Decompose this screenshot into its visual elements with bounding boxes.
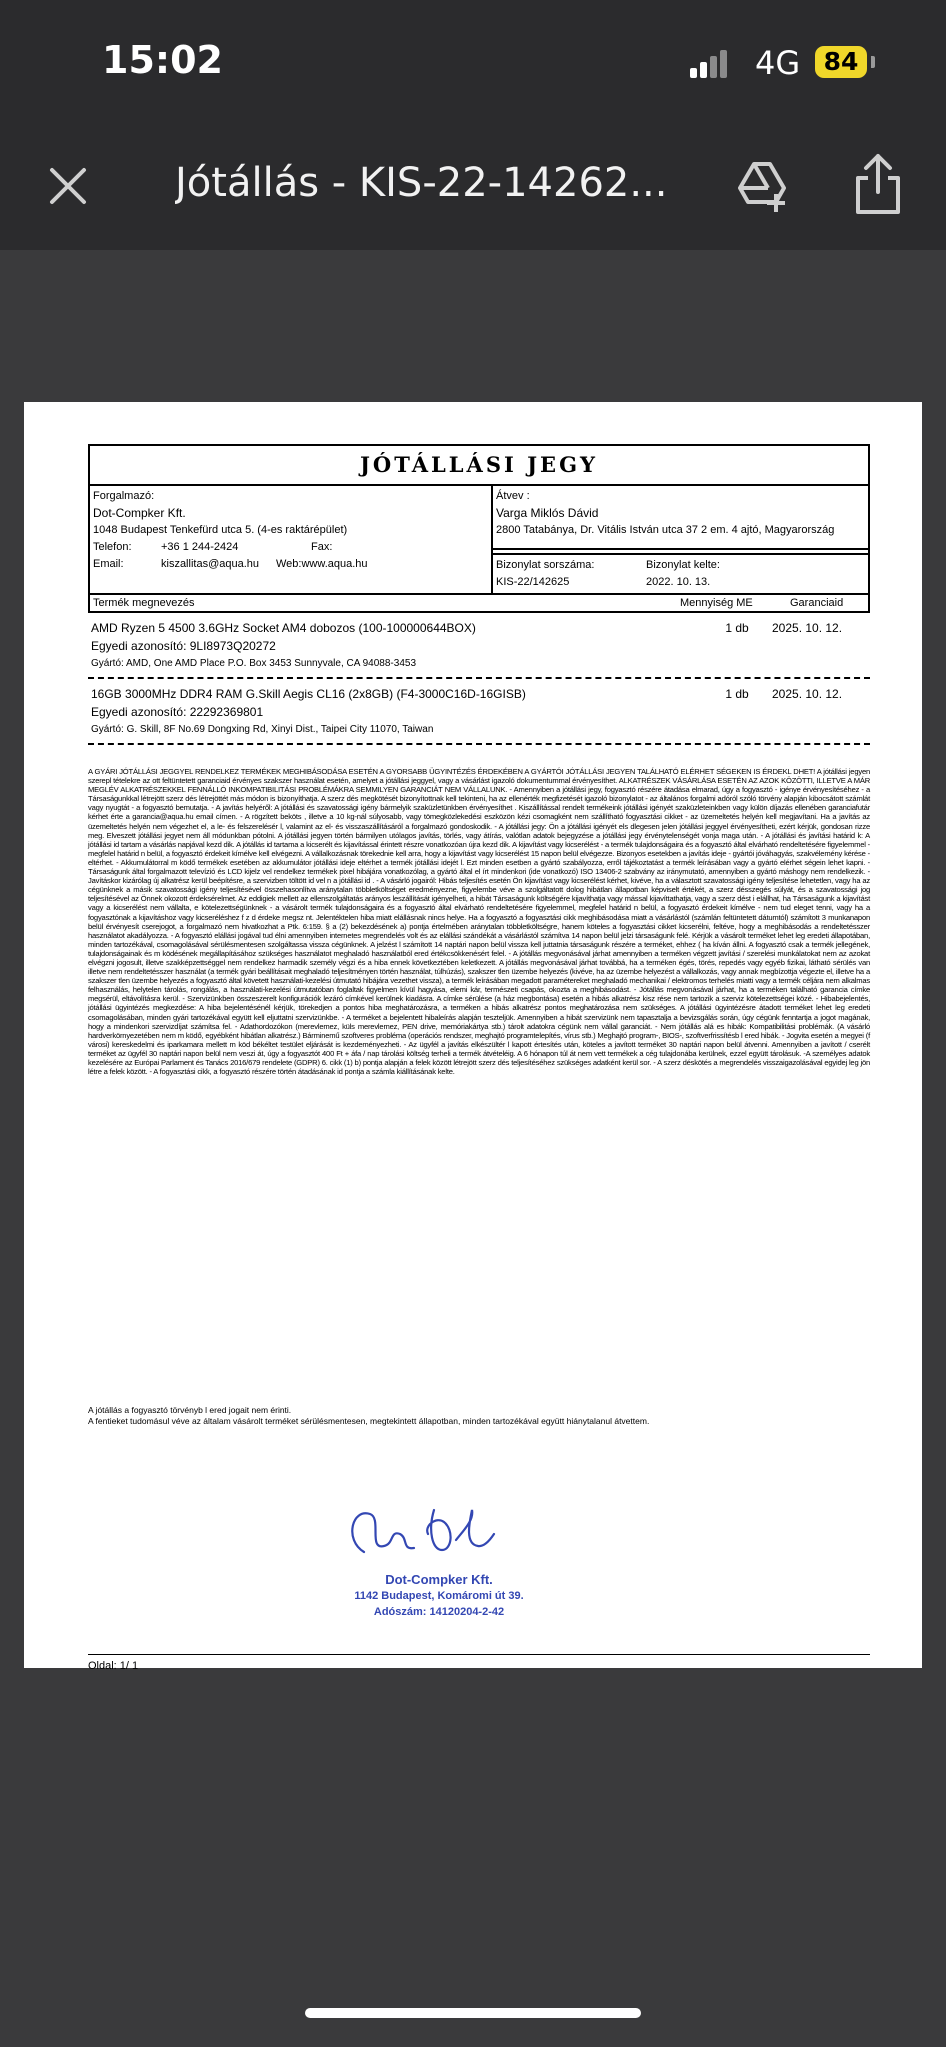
footer-divider (88, 1654, 870, 1655)
battery-tip (871, 56, 875, 68)
phone-label: Telefon: (93, 541, 132, 553)
title-box (88, 444, 870, 486)
page-number: Oldal: 1/ 1 (88, 1660, 139, 1672)
seller-label: Forgalmazó: (93, 490, 155, 502)
seller-address: 1048 Budapest Tenkefürd utca 5. (4-es raktárépület) (93, 524, 348, 536)
home-indicator[interactable] (305, 2008, 641, 2018)
buyer-name: Varga Miklós Dávid (496, 506, 599, 520)
cert-block (493, 553, 868, 593)
close-icon (40, 158, 96, 214)
phone: +36 1 244-2424 (161, 541, 239, 553)
cert-date-label: Bizonylat kelte: (646, 559, 720, 571)
cert-no-label: Bizonylat sorszáma: (496, 559, 595, 571)
close-button[interactable] (40, 158, 96, 214)
product-warranty-date: 2025. 10. 12. (772, 687, 843, 701)
cert-no: KIS-22/142625 (496, 576, 570, 588)
email: kiszallitas@aqua.hu (161, 558, 259, 570)
stamp-tax: Adószám: 14120204-2-42 (373, 1606, 505, 1618)
buyer-column (493, 486, 868, 593)
product-header (88, 595, 870, 613)
status-time: 15:02 (102, 38, 223, 82)
seller-block (90, 486, 493, 593)
product-qty: 1 db (725, 621, 749, 635)
web: Web:www.aqua.hu (276, 558, 368, 570)
signal-icon (690, 48, 730, 78)
col-product: Termék megnevezés (93, 597, 195, 609)
col-qty: Mennyiség ME (680, 597, 753, 609)
email-label: Email: (93, 558, 124, 570)
product-warranty-date: 2025. 10. 12. (772, 621, 843, 635)
cert-date: 2022. 10. 13. (646, 576, 711, 588)
product-maker: Gyártó: AMD, One AMD Place P.O. Box 3453 Sunnyvale, CA 94088-3453 (91, 658, 416, 669)
terms-text: A GYÁRI JÓTÁLLÁSI JEGGYEL RENDELKEZ TERMÉKEK MEGHIBÁSODÁSA ESETÉN A GYORSABB ÜGYINTÉZÉS ÉRDEKÉBEN A GYÁRTÓI JÓTÁLLÁSI JEGYEN TALÁLHATÓ ELÉRHET SÉGEKEN IS ÉRDEKL DHET! A jótállási jegyen szerepl tételekre az ott feltüntetett garanciaid érvényes szakszer használat esetén, amelyet a jótállási jeggyel, vagy a vásárlást igazoló dokumentummal érvényesíthet. ALKATRÉSZEK VÁSÁRLÁSA ESETÉN AZ AZOK KÖZÖTTI, ILLETVE A MÁR MEGLÉV ALKATRÉSZEKKEL FENNÁLLÓ INKOMPATIBILITÁSI PROBLÉMÁKRA SEMMILYEN GARANCIÁT NEM VÁLLALUNK. - Amennyiben a jótállási jegy, fogyasztó részére átadása elmarad, úgy a fogyasztó - igénye érvényesítéséhez - a Társaságunkkal létrejött szerz dés létrejöttét más módon is bizonyíthatja. A szerz dés megkötését bizonyítottnak kell tekinteni, ha az ellenérték megfizetését igazoló bizonylatot - az általános forgalmi adóról szóló törvény alapján kibocsátott számlát vagy nyugtát - a fogyasztó bemutatja. - A javítás helyéről: A jótállási és szavatossági igény bármelyik szaküzletünkben érvényesíthet . Kiszállítással rendelt termékeink jótállási igényét szaküzleteinkben vagy külön díjazás ellenében garanciafutár kérhet érte a garancia@aqua.hu email címen. - A rögzített beköts , illetve a 10 kg-nál súlyosabb, vagy tömegközlekedési eszközön kézi csomagként nem szállítható fogyasztási cikket - az üzemeltetés helyén kell megjavítani. Ha a javítás az üzemeltetés helyén nem végezhet el, a le- és felszerelésér l, valamint az el- és visszaszállításáról a forgalmazó gondoskodik. - A jótállási jegy: Ön a jótállási igényét els dlegesen jelen jótállási jeggyel érvényesítheti, ezért kérjük, gondosan rizze meg. Elveszett jótállási jegyet nem áll módunkban pótolni. A jótállási jegyen történ bármilyen utólagos javítás, törlés, vagy átírás, valótlan adatok bejegyzése a jótállási jegy érvénytelenségét vonja maga után. - A jótállási és javítási határid k: A jótállási id tartam a vásárlás napjával kezd dik. A jótállás id tartama a kicserélt és kijavítással érintett részre vonatkozóan újra kezd dik. A kijavítást vagy kicserélést - a termék tulajdonságaira és a fogyasztó által elvárható rendeltetésére figyelemmel - megfelel határid n belül, a fogyasztó érdekeit kímélve kell elvégezni. A vállalkozásnak törekednie kell arra, hogy a kijavítást vagy kicserélést 15 napon belül elvégezze. Bizonyos esetekben a javítás ideje - gyártói jóváhagyás, szakvélemény kérése - eltérhet. - Akkumulátorral m ködő termékek esetében az akkumulátor jótállási ideje eltérhet a termék jótállási idejét l. Ezt minden esetben a gyártó szabályozza, erről tájékoztatást a termék leírásában vagy a gyártó elérhet ségein lehet kapni. - Társaságunk által forgalmazott televízió és LCD kijelz vel rendelkez termékek pixel hibájára vonatkozólag, a gyártó által el írt mindenkori (ide vonatkozó) ISO 13406-2 szabvány az iránymutató, amennyiben a gyártó máshogy nem rendelkezik. - Javításkor kizárólag új alkatrész kerül beépítésre, a szervizben töltött id vel n a jótállási id . - A vásárló jogairól: Hibás teljesítés esetén Ön kijavítást vagy kicserélést kérhet, kivéve, ha a választott szavatossági igény teljesítése lehetetlen, vagy ha az cégünknek a másik szavatossági igény teljesítésével összehasonlítva aránytalan többletköltséget eredményezne, figyelembe véve a szolgáltatott dolog hibátlan állapotban képviselt értékét, a szerz désszegés súlyát, és a szavatossági jog teljesítésével az Önnek okozott érdeksérelmet. Az eddigiek mellett az ellenszolgáltatás arányos leszállítását igényelheti, a hibát Társaságunk költségére kijavíthatja vagy mással kijavíttathatja, vagy a szerz dést i elállhat, ha Társaságunk a kijavítást vagy a kicserélést nem vállalta, e kötelezettségünknek - a vásárolt termék tulajdonságaira és a fogyasztó által elvárható rendeltetésére figyelemmel, megfelel határid n belül, a fogyasztó érdekeit kímélve - nem tud eleget tenni, vagy ha a fogyasztónak a kijavításhoz vagy kicseréléshez f z d érdeke megsz nt. Jelentéktelen hiba miatt elállásnak nincs helye. Ha a fogyasztó a fogyasztási cikk meghibásodása miatt a vásárlástól (számlán feltüntetett dátumtól) számított 3 munkanapon belül érvényesít cserejogot, a forgalmazó nem hivatkozhat a Ptk. 6:159. § a (2) bekezdésének a) pontja értelmében aránytalan többletköltségre, hanem köteles a fogyasztási cikket kicserélni, feltéve, hogy a meghibásodás a rendeltetésszer használatot akadályozza. - A fogyasztó elállási jogával tud élni amennyiben internetes megrendelés volt és az elállási szándékát a vásárlástól számítva 14 napon belül jelzi társaságunk felé. Kérjük a vásárolt terméket lehet leg eredeti állapotában, minden tartozékával, csomagolásával sérülésmentesen szolgáltassa vissza cégünknek. A jelzést l számított 14 naptári napon belül vissza kell juttatnia társaságunk részére a terméket, ehhez ( ha kíván állni. A fogyasztó csak a termék jellegének, tulajdonságainak és m ködésének megállapításához szükséges használatot meghaladó használatból ered értékcsökkenésért felel. - A jótállás megvonásával járhat amennyiben a terméken végzett javítási / szerelési munkálatokat nem az azokat elvégzni jogosult, illetve szakképzettséggel nem rendelkez harmadik személy végzi és a hiba ennek következtében keletkezett. A jótállás megvonásával járhat továbbá, ha a terméken égés, törés, repedés vagy egyéb fizikai, látható sérülés van illetve nem rendeltetésszer használat (a termék gyári beállításait meghaladó teljesítményen történ használat, túlhúzás), szakszer tlen üzembe helyezés (kivéve, ha az üzembe helyezést a vállalkozás, vagy annak megbízottja végezte el, illetve ha a szakszer tlen üzembe helyezés a fogyasztó által követett használati-kezelési útmutató hibájára vezethet vissza), a termék leírásában megadott paramétereket meghaladó mechanikai / elektromos terhelés miatti vagy a termék céljára nem alkalmas felhasználás, helytelen tárolás, rongálás, a használati-kezelési útmutatóban foglaltak figyelmen kívül hagyása, elemi kár, természeti csapás, okozta a meghibásodást. - Jótállás megvonásával járhat, ha a terméken található garancia címke megsérül, eltávolításra kerül. - Szervizünkben összeszerelt konfigurációk lezáró címkével kerülnek kiadásra. A címke sérülése (a ház megbontása) esetén a hibás alkatrész kisz rése nem tartozik a szerviz kötelezettségei közé. - Hibabejelentés, jótállási ügyintézés megkezdése: A hiba bejelentésénél kérjük, törekedjen a pontos hiba meghatározásra, a terméken a hibás alkatrész pontos meghatározása nem szükséges. A jótállási ügyintézésre átadott terméket lehet leg eredeti csomagolásában, minden gyári tartozékával együtt kell eljuttatni szervizünkbe. - A terméket a bejelentett hibaleírás alapján teszteljük. Amennyiben a hibát szervizünk nem tapasztalja a bevizsgálás során, úgy cégünk fenntartja a jogot magának, hogy a mindenkori szervizdíjat számítsa fel. - Adathordozókon (merevlemez, küls merevlemez, PEN drive, memóriakártya stb.) tárolt adatokra cégünk nem vállal garanciát. - Nem jótállás alá es hibák: Kompatibilitási problémák. (A vásárló hardverkörnyezetében nem m ködő, egyébként hibátlan alkatrész.) Bárminemű szoftveres probléma (operációs rendszer, meghajtó programtelepítés, vírus stb.) Meghajtó program-, BIOS-, szoftverfrissítésb l ered hibák. - Jogvita esetén a megyei (f városi) kereskedelmi és iparkamara mellett m köd békéltet testület eljárását is kezdeményezheti. - Az ügyfél a javítás elkészültér l kapott értesítés után, köteles a javított terméket 30 naptári napon belül átvenni. Amennyiben a javított / cserélt terméket az ügyfél 30 naptári napon belül nem veszi át, úgy a fogyasztót 400 Ft + áfa / nap tárolási költség terheli a termék átvételéig. A 6 hónapon túl át nem vett termékek a cég tulajdonába kerülnek, ezzel együtt tárolásuk. -A személyes adatok kezelésére az Európai Parlament és Tanács 2016/679 rendelete (GDPR) 6. cikk (1) b) pontja alapján a felek között létrejött szerz dés teljesítéséhez szükséges adatként kerül sor. - A szerz déskötés a megrendelés visszaigazolásával egyidej leg jön létre a felek között. - A fogyasztási cikk, a fogyasztó részére történ átadásának id pontja a számla kiállításának kelte. (88, 767, 870, 1077)
stamp-name: Dot-Compker Kft. (385, 1572, 493, 1587)
stamp-address: 1142 Budapest, Komáromi út 39. (354, 1590, 524, 1602)
status-bar (0, 0, 946, 120)
signature-icon (324, 1500, 554, 1570)
battery-icon: 84 (815, 46, 867, 78)
product-item (88, 613, 870, 677)
warranty-document (88, 444, 870, 1076)
network-type: 4G (755, 44, 801, 82)
doc-title: JÓTÁLLÁSI JEGY (360, 452, 598, 477)
product-serial: Egyedi azonosító: 22292369801 (91, 705, 264, 719)
add-to-drive-button[interactable] (732, 156, 792, 216)
product-qty: 1 db (725, 687, 749, 701)
document-title: Jótállás - KIS-22-14262... (175, 160, 668, 206)
declaration-line: A fentieket tudomásul véve az általam vásárolt terméket sérülésmentesen, megtekintett állapotban, minden tartozékával együtt hiánytalanul átvettem. (88, 1416, 650, 1426)
product-maker: Gyártó: G. Skill, 8F No.69 Dongxing Rd, Xinyi Dist., Taipei City 11070, Taiwan (91, 724, 434, 735)
product-serial: Egyedi azonosító: 9LI8973Q20272 (91, 639, 276, 653)
buyer-block (493, 486, 868, 550)
viewer-toolbar (0, 120, 946, 250)
add-to-drive-icon (732, 156, 792, 216)
declaration-line: A jótállás a fogyasztó törvényb l ered jogait nem érinti. (88, 1405, 292, 1415)
share-icon (850, 152, 906, 216)
buyer-label: Átvev : (496, 490, 530, 502)
col-warranty: Garanciaid (790, 597, 844, 609)
product-item (88, 679, 870, 743)
declaration (88, 1405, 870, 1427)
share-button[interactable] (850, 152, 906, 216)
item-separator (88, 743, 870, 745)
company-stamp (324, 1500, 554, 1630)
fax-label: Fax: (311, 541, 333, 553)
document-page[interactable] (24, 402, 922, 1672)
parties-box (88, 486, 870, 595)
buyer-address: 2800 Tatabánya, Dr. Vitális István utca 37 2 em. 4 ajtó, Magyarország (496, 524, 835, 536)
product-name: 16GB 3000MHz DDR4 RAM G.Skill Aegis CL16 (2x8GB) (F4-3000C16D-16GISB) (91, 687, 526, 701)
seller-name: Dot-Compker Kft. (93, 506, 186, 520)
product-name: AMD Ryzen 5 4500 3.6GHz Socket AM4 dobozos (100-100000644BOX) (91, 621, 476, 635)
